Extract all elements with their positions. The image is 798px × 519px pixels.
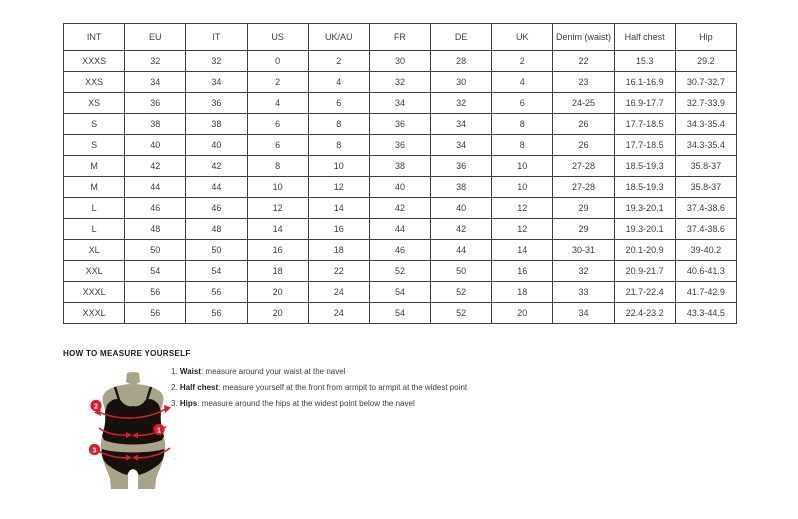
table-cell: 2 [308,51,369,72]
table-cell: 12 [492,219,553,240]
table-cell: XL [64,240,125,261]
table-cell: 33 [553,282,614,303]
table-cell: 44 [369,219,430,240]
table-cell: 36 [369,114,430,135]
table-cell: 35.8-37 [675,156,736,177]
table-cell: 52 [431,282,492,303]
table-cell: 48 [186,219,247,240]
table-cell: 34 [369,93,430,114]
table-cell: 48 [125,219,186,240]
badge-hips [89,444,100,455]
table-cell: 41.7-42.9 [675,282,736,303]
instruction-number: 1. [171,367,180,376]
column-header: Hip [675,24,736,51]
table-cell: 27-28 [553,156,614,177]
badge-waist [153,424,164,435]
table-cell: 6 [308,93,369,114]
mannequin-neck [126,372,140,385]
table-cell: 46 [125,198,186,219]
table-cell: 44 [186,177,247,198]
table-cell: 40 [186,135,247,156]
svg-text:3: 3 [92,445,97,455]
table-cell: 30-31 [553,240,614,261]
table-cell: 18.5-19.3 [614,156,675,177]
table-cell: 36 [369,135,430,156]
table-row [64,72,737,93]
table-cell: 20 [492,303,553,324]
table-cell: 24 [308,303,369,324]
table-row [64,261,737,282]
table-cell: 20 [247,303,308,324]
table-cell: 52 [369,261,430,282]
table-cell: 56 [186,303,247,324]
table-cell: 44 [125,177,186,198]
table-cell: 6 [247,135,308,156]
table-cell: 16.9-17.7 [614,93,675,114]
table-cell: 34 [125,72,186,93]
table-cell: 16 [247,240,308,261]
instruction-label: Waist [179,367,201,376]
table-cell: L [64,219,125,240]
table-cell: 4 [492,72,553,93]
table-cell: 22 [308,261,369,282]
table-cell: 54 [186,261,247,282]
table-cell: 43.3-44.5 [675,303,736,324]
table-cell: 4 [247,93,308,114]
table-cell: 16 [492,261,553,282]
table-cell: 37.4-38.6 [675,219,736,240]
measure-section-title: HOW TO MEASURE YOURSELF [63,349,191,358]
table-cell: 34 [431,114,492,135]
table-cell: 20.1-20.9 [614,240,675,261]
table-cell: 19.3-20.1 [614,219,675,240]
table-cell: XXXL [64,303,125,324]
table-cell: 34.3-35.4 [675,114,736,135]
table-row [64,282,737,303]
column-header: EU [125,24,186,51]
table-cell: 20 [247,282,308,303]
table-cell: 38 [186,114,247,135]
table-cell: 36 [431,156,492,177]
table-cell: 46 [186,198,247,219]
table-row [64,177,737,198]
table-cell: S [64,135,125,156]
table-cell: 14 [308,198,369,219]
table-cell: 52 [431,303,492,324]
table-cell: 18.5-19.3 [614,177,675,198]
table-cell: 50 [431,261,492,282]
table-cell: 12 [492,198,553,219]
table-cell: 56 [125,303,186,324]
table-cell: L [64,198,125,219]
table-cell: 30 [431,72,492,93]
measurement-illustration [86,370,180,492]
column-header: US [247,24,308,51]
table-cell: 30 [369,51,430,72]
table-cell: 38 [125,114,186,135]
table-cell: 10 [247,177,308,198]
instruction-text: : measure around your waist at the navel [200,367,346,376]
measure-instruction-item [171,399,467,408]
table-cell: XXL [64,261,125,282]
table-cell: 38 [431,177,492,198]
table-cell: 35.8-37 [675,177,736,198]
table-cell: 14 [247,219,308,240]
table-row [64,114,737,135]
table-cell: 42 [125,156,186,177]
table-cell: 2 [492,51,553,72]
table-cell: 8 [492,114,553,135]
table-cell: 54 [125,261,186,282]
table-cell: 32.7-33.9 [675,93,736,114]
table-cell: 8 [308,135,369,156]
table-cell: 10 [492,177,553,198]
table-cell: 6 [247,114,308,135]
table-cell: 4 [308,72,369,93]
table-cell: XXXS [64,51,125,72]
table-cell: 12 [308,177,369,198]
table-cell: 56 [186,282,247,303]
table-cell: 34 [186,72,247,93]
table-cell: 24 [308,282,369,303]
column-header: Half chest [614,24,675,51]
column-header: Denim (waist) [553,24,614,51]
table-cell: 50 [186,240,247,261]
table-cell: 32 [553,261,614,282]
table-cell: 38 [369,156,430,177]
table-cell: 37.4-38.6 [675,198,736,219]
table-row [64,198,737,219]
table-cell: S [64,114,125,135]
table-cell: 8 [247,156,308,177]
column-header: DE [431,24,492,51]
table-cell: 54 [369,303,430,324]
table-cell: XS [64,93,125,114]
table-row [64,303,737,324]
table-row [64,135,737,156]
table-cell: 44 [431,240,492,261]
table-cell: 42 [369,198,430,219]
table-cell: 34 [553,303,614,324]
table-cell: 50 [125,240,186,261]
table-cell: 26 [553,135,614,156]
table-cell: 30.7-32.7 [675,72,736,93]
table-row [64,156,737,177]
measure-instruction-item [171,367,467,376]
table-cell: 16.1-16.9 [614,72,675,93]
measure-instruction-item [171,383,467,392]
svg-text:1: 1 [156,425,162,435]
table-cell: 22 [553,51,614,72]
table-cell: 18 [308,240,369,261]
table-cell: 21.7-22.4 [614,282,675,303]
table-cell: 40 [369,177,430,198]
table-cell: 23 [553,72,614,93]
instruction-text: : measure yourself at the front from armpit to armpit at the widest point [218,383,468,392]
table-cell: 18 [247,261,308,282]
table-cell: 42 [431,219,492,240]
size-chart-body [64,51,737,324]
table-cell: 26 [553,114,614,135]
table-cell: XXXL [64,282,125,303]
table-cell: 36 [186,93,247,114]
table-cell: XXS [64,72,125,93]
table-cell: 22.4-23.2 [614,303,675,324]
table-cell: 32 [186,51,247,72]
table-cell: 27-28 [553,177,614,198]
table-cell: 46 [369,240,430,261]
instruction-text: : measure around the hips at the widest point below the navel [197,399,415,408]
column-header: FR [369,24,430,51]
size-chart-header [64,24,737,51]
table-cell: 32 [431,93,492,114]
table-cell: 2 [247,72,308,93]
table-cell: 15.3 [614,51,675,72]
size-chart-table [63,23,737,324]
table-cell: M [64,177,125,198]
table-cell: 16 [308,219,369,240]
column-header: INT [64,24,125,51]
badge-half-chest [90,400,101,411]
measure-instructions [171,367,467,415]
table-cell: 8 [492,135,553,156]
table-cell: 36 [125,93,186,114]
table-cell: 29 [553,219,614,240]
instruction-number: 3. [171,399,180,408]
table-cell: 54 [369,282,430,303]
instruction-label: Hips [179,399,198,408]
table-cell: 18 [492,282,553,303]
table-cell: 39-40.2 [675,240,736,261]
table-cell: 19.3-20.1 [614,198,675,219]
table-cell: 56 [125,282,186,303]
table-cell: 34 [431,135,492,156]
instruction-number: 2. [171,383,180,392]
column-header: UK/AU [308,24,369,51]
table-cell: 17.7-18.5 [614,135,675,156]
table-cell: 8 [308,114,369,135]
table-cell: 29.2 [675,51,736,72]
table-cell: 40.6-41.3 [675,261,736,282]
table-cell: M [64,156,125,177]
column-header: IT [186,24,247,51]
table-cell: 40 [431,198,492,219]
table-cell: 32 [125,51,186,72]
table-cell: 40 [125,135,186,156]
table-row [64,51,737,72]
table-cell: 10 [492,156,553,177]
table-cell: 10 [308,156,369,177]
table-row [64,240,737,261]
table-cell: 14 [492,240,553,261]
table-cell: 17.7-18.5 [614,114,675,135]
table-cell: 42 [186,156,247,177]
table-cell: 12 [247,198,308,219]
table-cell: 24-25 [553,93,614,114]
table-cell: 0 [247,51,308,72]
table-cell: 20.9-21.7 [614,261,675,282]
table-row [64,219,737,240]
table-cell: 34.3-35.4 [675,135,736,156]
header-row [64,24,737,51]
table-cell: 32 [369,72,430,93]
instruction-label: Half chest [179,383,219,392]
table-cell: 6 [492,93,553,114]
column-header: UK [492,24,553,51]
table-cell: 28 [431,51,492,72]
svg-text:2: 2 [93,401,99,411]
table-row [64,93,737,114]
table-cell: 29 [553,198,614,219]
